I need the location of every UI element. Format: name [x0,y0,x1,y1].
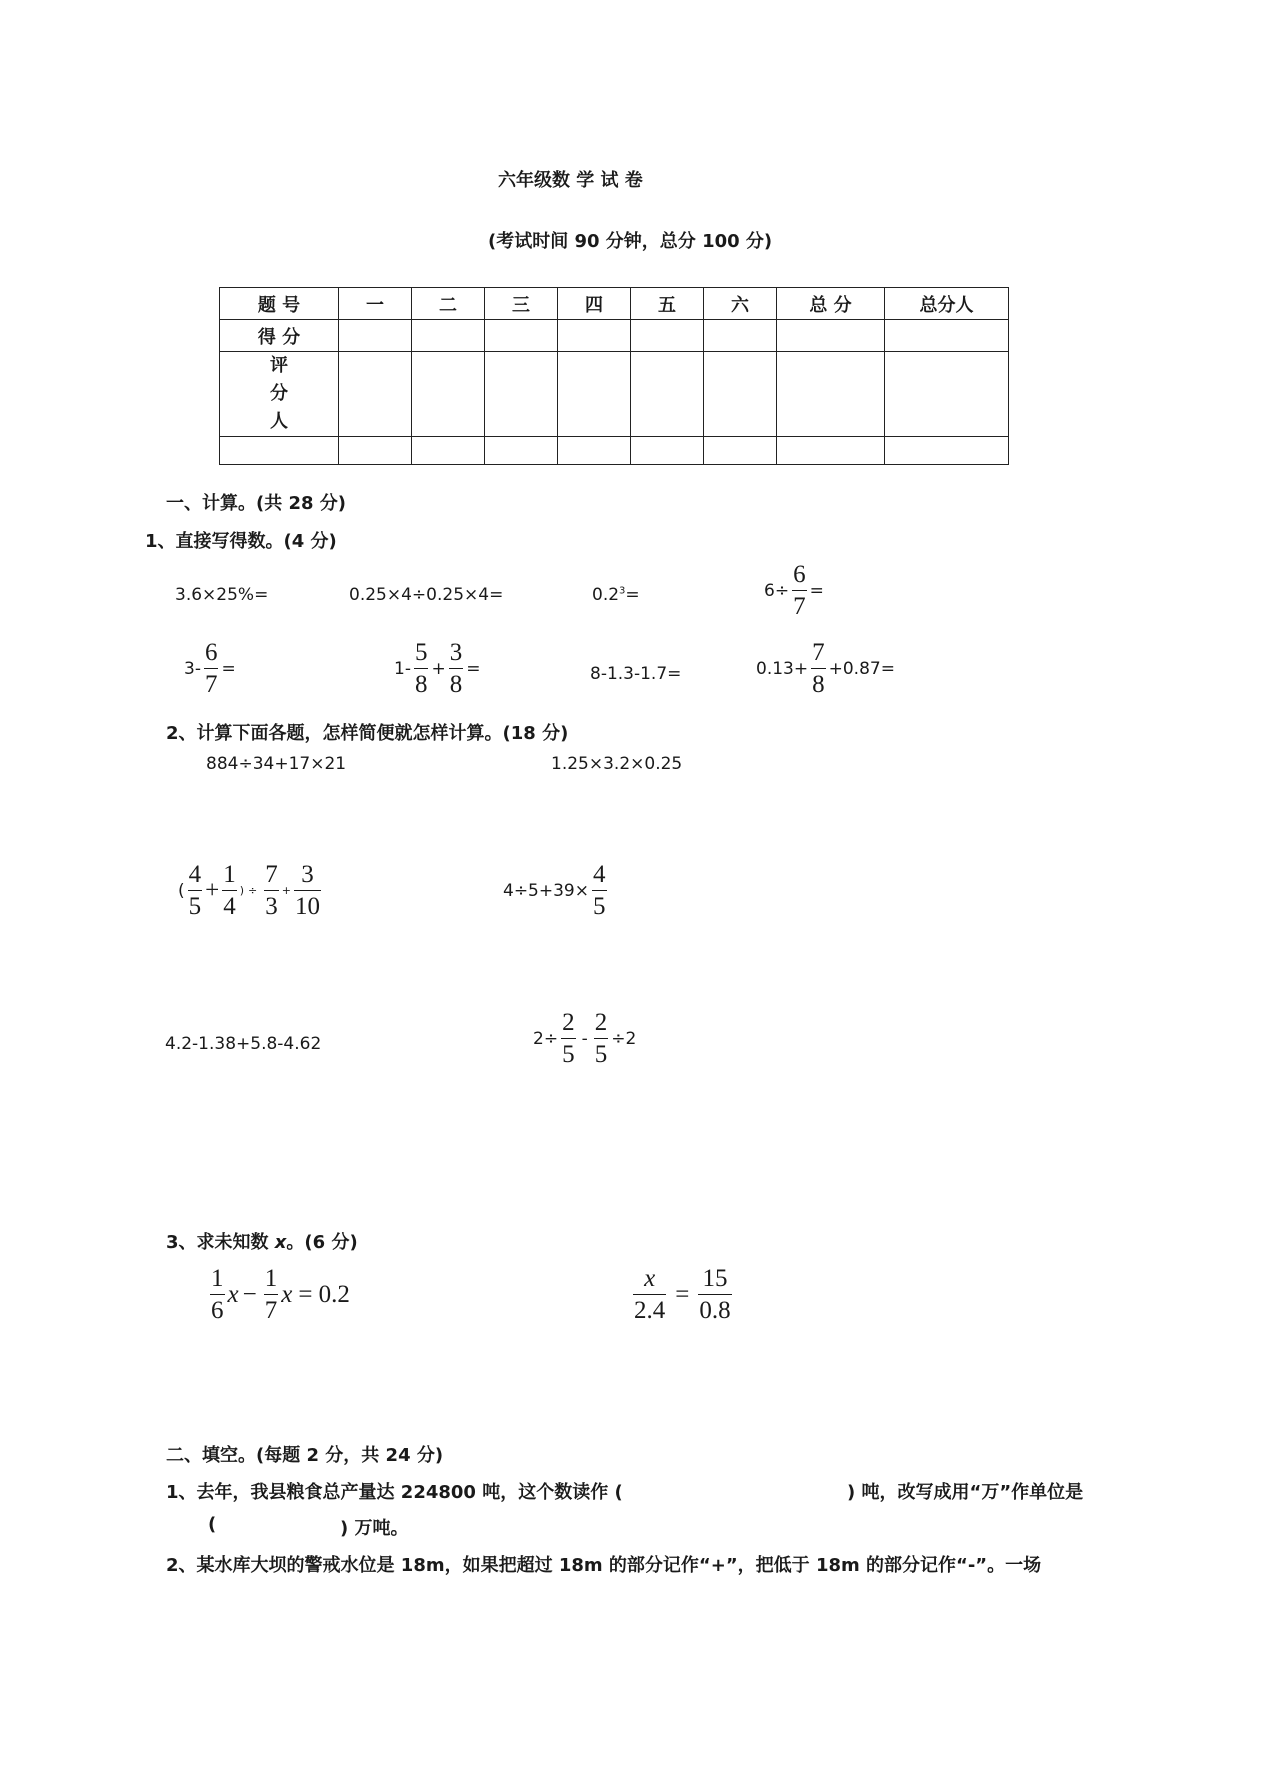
score-table-header-row [220,288,1009,320]
blank-cell[interactable] [777,437,885,465]
score-input-cell[interactable] [777,320,885,352]
q3-title [166,1228,358,1254]
expr-text: 1- [394,658,411,679]
q2-problem-6 [533,1010,636,1067]
denominator: 8 [449,668,464,697]
plus-sign: + [281,884,291,897]
page-title: 六年级数 学 试 卷 [498,170,643,191]
q1-item-a: 3.6×25%= [175,585,269,605]
blank-cell[interactable] [412,437,485,465]
q2-problem-4 [503,862,610,919]
score-input-cell[interactable] [485,320,558,352]
fraction [592,862,607,919]
score-table [219,287,1009,465]
fraction [222,862,237,919]
q2-problem-5: 4.2-1.38+5.8-4.62 [165,1034,322,1054]
q1-item-h [756,640,895,697]
expr-text: 3- [184,658,201,679]
table-cell: 三 [485,288,558,320]
q1-item-c [592,585,640,605]
q3-title-suffix: 。(6 分) [286,1232,358,1253]
table-cell: 总 分 [777,288,885,320]
numerator: 6 [204,639,218,666]
expr-text: = [221,658,236,679]
fraction [264,862,279,919]
denominator: 5 [594,1038,609,1067]
fill-q1-line2-close: ) 万吨。 [340,1518,409,1539]
section1-title: 一、计算。(共 28 分) [166,493,347,514]
q2-problem-2: 1.25×3.2×0.25 [551,754,683,774]
grader-input-cell[interactable] [631,352,704,437]
q3-equation-1 [207,1266,350,1323]
q1-item-e [184,640,236,697]
fraction [188,862,203,919]
divide-sign: ÷ [248,884,258,897]
q2-problem-1: 884÷34+17×21 [206,754,347,774]
numerator: 1 [223,861,236,888]
denominator: 4 [222,890,237,919]
grader-input-cell[interactable] [704,352,777,437]
grader-label-char: 分 [270,383,288,404]
denominator: 6 [210,1294,225,1323]
numerator: 7 [265,861,278,888]
fraction [594,1010,609,1067]
blank-cell[interactable] [885,437,1009,465]
denominator: 7 [204,668,219,697]
plus-sign: + [205,876,220,904]
fraction [633,1266,666,1323]
score-input-cell[interactable] [631,320,704,352]
denominator: 3 [264,890,279,919]
score-input-cell[interactable] [339,320,412,352]
score-input-cell[interactable] [558,320,631,352]
equals-sign: = [675,1280,690,1308]
fraction [204,640,219,697]
expr-text: 4÷5+39× [503,880,589,901]
denominator: 5 [592,890,607,919]
table-cell: 题 号 [220,288,339,320]
numerator: 15 [702,1265,728,1292]
fill-q1-line1-part2: ) 吨，改写成用“万”作单位是 [847,1482,1084,1503]
blank-cell[interactable] [558,437,631,465]
close-paren: ) [239,884,245,897]
score-input-cell[interactable] [704,320,777,352]
numerator: 2 [562,1009,575,1036]
q2-title: 2、计算下面各题，怎样简便就怎样计算。(18 分) [166,723,569,744]
expr-text: = [466,658,481,679]
grader-label-char: 评 [270,355,288,376]
grader-input-cell[interactable] [885,352,1009,437]
expr-text: 6÷ [764,580,790,601]
table-cell: 总分人 [885,288,1009,320]
numerator: 1 [264,1265,278,1292]
fraction [210,1266,225,1323]
fraction [294,862,321,919]
blank-cell[interactable] [220,437,339,465]
fraction [792,562,807,619]
numerator: 6 [793,561,806,588]
table-cell: 二 [412,288,485,320]
blank-cell[interactable] [339,437,412,465]
q2-problem-3 [178,862,324,919]
numerator: 3 [301,861,314,888]
blank-cell[interactable] [704,437,777,465]
q3-title-prefix: 3、求未知数 [166,1232,275,1253]
grader-label-char: 人 [270,411,288,432]
q3-equation-2 [630,1266,735,1323]
expr-text: 0.13+ [756,658,809,679]
score-row-label: 得 分 [220,320,339,352]
denominator: 7 [264,1294,279,1323]
grader-input-cell[interactable] [339,352,412,437]
q1-item-c-base: 0.2 [592,585,620,605]
expr-text: +0.87= [828,658,895,679]
denominator: 7 [792,590,807,619]
numerator: 7 [812,639,825,666]
fraction [811,640,826,697]
fill-q1-line2-open: ( [208,1514,217,1535]
numerator: 2 [594,1009,608,1036]
open-paren: ( [178,880,185,901]
expr-text: + [431,658,446,679]
q1-title: 1、直接写得数。(4 分) [145,531,337,552]
denominator: 2.4 [633,1294,666,1323]
table-cell: 四 [558,288,631,320]
denominator: 5 [188,890,203,919]
grader-input-cell[interactable] [485,352,558,437]
score-row [220,320,1009,352]
score-input-cell[interactable] [885,320,1009,352]
fraction [414,640,429,697]
denominator: 0.8 [698,1294,731,1323]
blank-cell[interactable] [485,437,558,465]
fraction [561,1010,576,1067]
grader-input-cell[interactable] [558,352,631,437]
table-cell: 六 [704,288,777,320]
q3-title-variable: x [274,1232,287,1253]
minus-sign: − [242,1280,257,1308]
expr-text: ÷2 [611,1028,637,1049]
grader-row-label [220,352,339,437]
variable-x: x [281,1280,293,1308]
table-cell: 五 [631,288,704,320]
minus-sign: - [581,1028,588,1049]
q1-item-c-tail: = [625,585,640,605]
fraction [264,1266,279,1323]
q1-item-d [764,562,824,619]
numerator: 4 [593,861,606,888]
exam-info: (考试时间 90 分钟，总分 100 分) [488,231,773,252]
numerator: 5 [414,639,428,666]
numerator: 1 [211,1265,224,1292]
blank-cell[interactable] [631,437,704,465]
denominator: 5 [561,1038,576,1067]
equation-rhs: = 0.2 [298,1280,350,1308]
grader-row [220,352,1009,437]
numerator: 4 [188,861,202,888]
fraction [698,1266,731,1323]
grader-input-cell[interactable] [412,352,485,437]
section2-title: 二、填空。(每题 2 分，共 24 分) [166,1445,444,1466]
numerator: 3 [449,639,463,666]
fraction [449,640,464,697]
q1-item-c-exp: 3 [619,585,626,597]
fill-q1-line1-part1: 1、去年，我县粮食总产量达 224800 吨，这个数读作 ( [166,1482,623,1503]
variable-x: x [227,1280,239,1308]
grader-input-cell[interactable] [777,352,885,437]
q1-item-b: 0.25×4÷0.25×4= [349,585,504,605]
table-cell: 一 [339,288,412,320]
fill-q2-line1: 2、某水库大坝的警戒水位是 18m，如果把超过 18m 的部分记作“+”，把低于 18m 的部分记作“-”。一场 [166,1555,1042,1576]
expr-text: = [809,580,824,601]
denominator: 10 [294,890,321,919]
numerator: x [644,1265,656,1292]
score-input-cell[interactable] [412,320,485,352]
q1-item-f [394,640,480,697]
denominator: 8 [811,668,826,697]
denominator: 8 [414,668,429,697]
q1-item-g: 8-1.3-1.7= [590,664,682,684]
blank-row [220,437,1009,465]
expr-text: 2÷ [533,1028,559,1049]
